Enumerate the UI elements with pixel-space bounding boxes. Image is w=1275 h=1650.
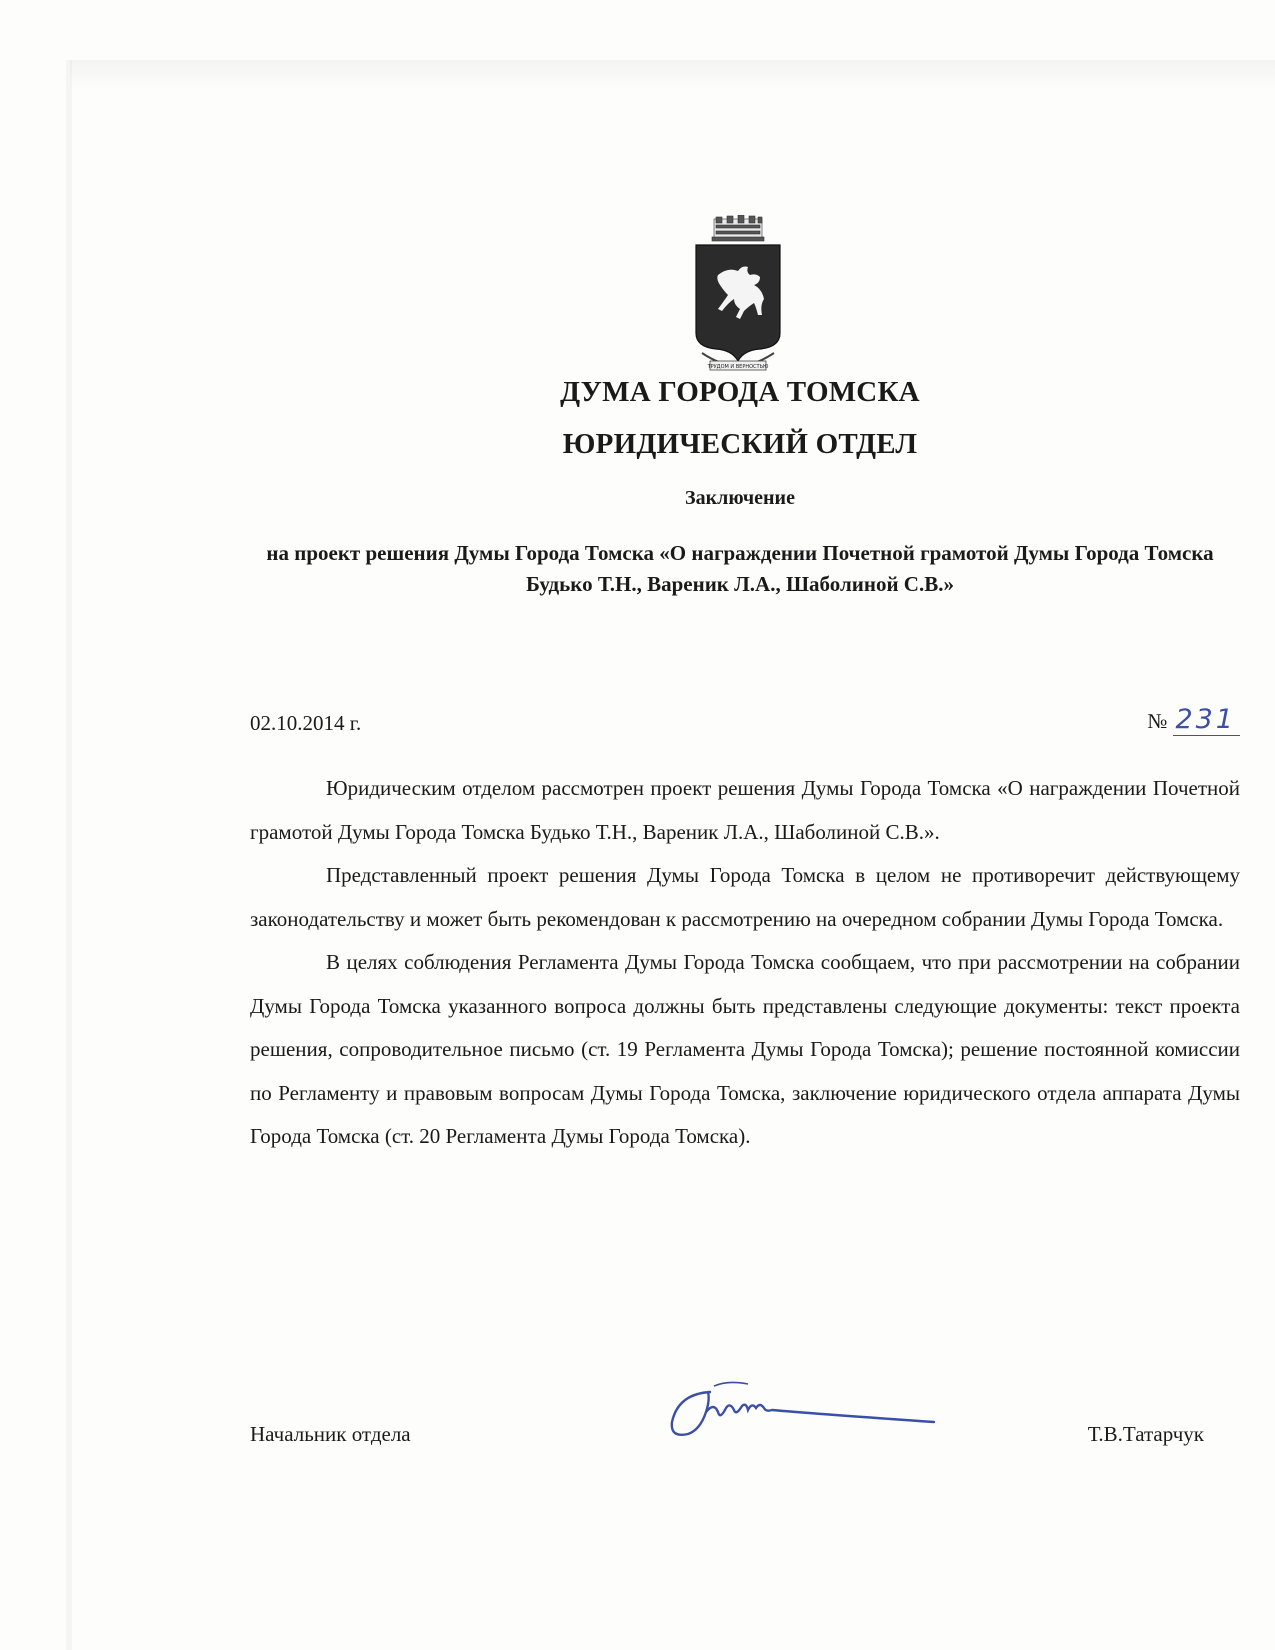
document-body xyxy=(250,767,1240,1159)
body-paragraph: Представленный проект решения Думы Города Томска в целом не противоречит действующему законодательству и может быть рекомендован к рассмотрению на очередном собрании Думы Города Томска. xyxy=(250,863,1240,931)
document-date: 02.10.2014 г. xyxy=(250,711,362,735)
tomsk-coat-of-arms-emblem xyxy=(690,215,786,375)
signature-block xyxy=(250,1372,1240,1452)
body-paragraph: Юридическим отделом рассмотрен проект решения Думы Города Томска «О награждении Почетной грамотой Думы Города Томска Будько Т.Н., Вареник Л.А., Шаболиной С.В.». xyxy=(250,776,1240,844)
signer-name: Т.В.Татарчук xyxy=(1087,1422,1204,1446)
body-paragraph: В целях соблюдения Регламента Думы Города Томска сообщаем, что при рассмотрении на собрании Думы Города Томска указанного вопроса должны быть представлены следующие документы: текст проекта решения, сопроводительное письмо (ст. 19 Регламента Думы Города Томска); решение постоянной комиссии по Регламенту и правовым вопросам Думы Города Томска, заключение юридического отдела аппарата Думы Города Томска (ст. 20 Регламента Думы Города Томска). xyxy=(250,950,1240,1148)
emblem-motto-text: ТРУДОМ И ВЕРНОСТЬЮ xyxy=(707,364,769,370)
scan-shadow-left xyxy=(66,60,72,1650)
document-subject: на проект решения Думы Города Томска «О награждении Почетной грамотой Думы Города Томска Будько Т.Н., Вареник Л.А., Шаболиной С.В.» xyxy=(266,541,1214,596)
document-meta-row xyxy=(250,705,1240,741)
handwritten-number: 231 xyxy=(1173,705,1240,736)
organization-title: ДУМА ГОРОДА ТОМСКА xyxy=(560,376,920,408)
handwritten-signature-icon xyxy=(648,1372,948,1452)
number-sign: № xyxy=(1147,709,1168,733)
document-type-title: Заключение xyxy=(685,487,795,509)
department-title: ЮРИДИЧЕСКИЙ ОТДЕЛ xyxy=(562,428,918,460)
signer-position: Начальник отдела xyxy=(250,1422,411,1446)
scan-shadow-top xyxy=(70,60,1275,90)
document-number xyxy=(1147,705,1240,736)
